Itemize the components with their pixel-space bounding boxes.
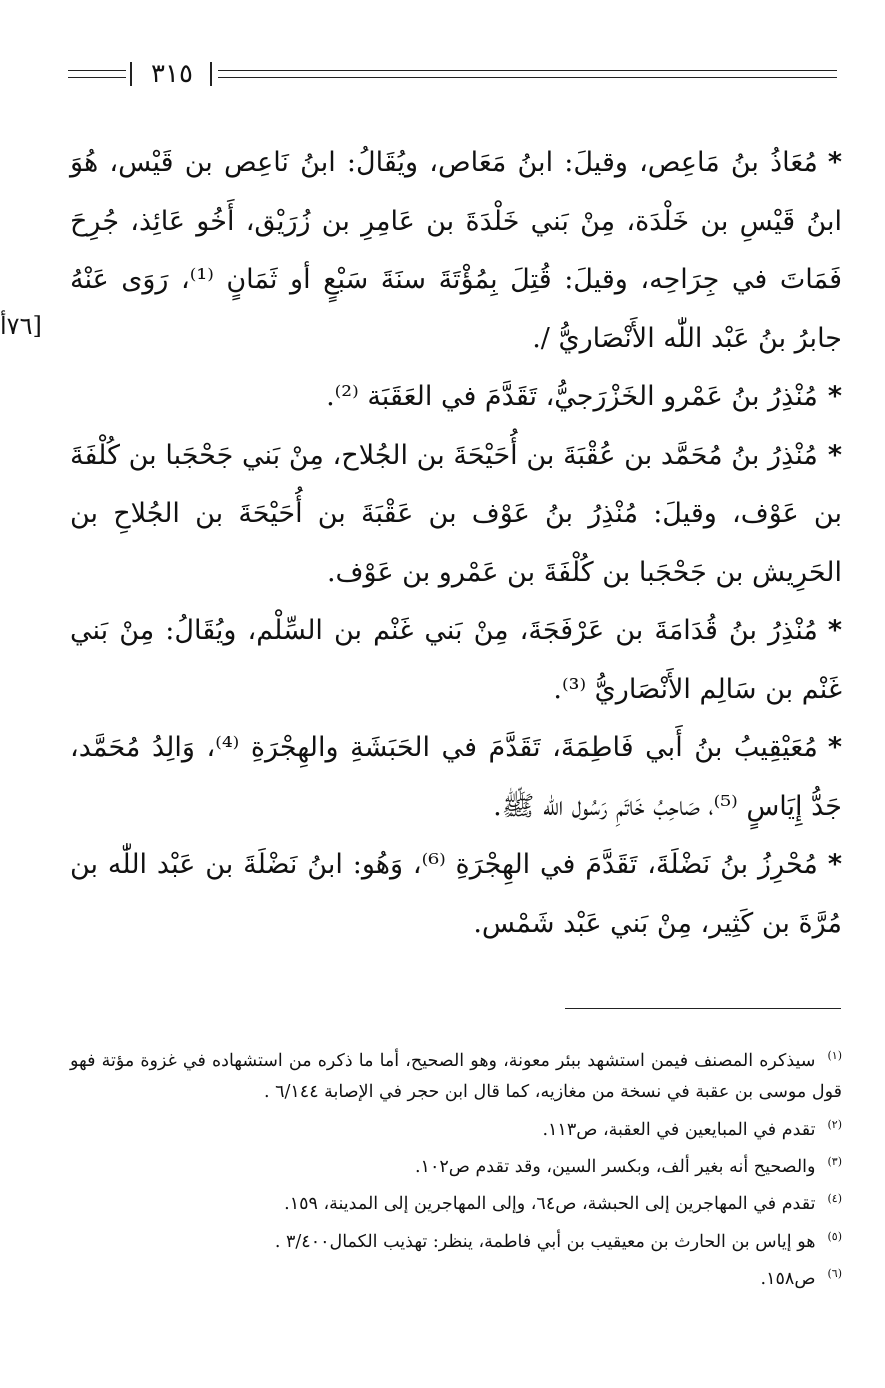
- bullet-star: *: [827, 147, 842, 178]
- page-header: [68, 58, 841, 90]
- footnote-text: هو إياس بن الحارث بن معيقيب بن أبي فاطمة، ينظر: تهذيب الكمال٣/٤٠٠ .: [274, 1231, 816, 1252]
- entry: [70, 134, 842, 368]
- footnote: [70, 1109, 842, 1146]
- footnote: [70, 1040, 842, 1109]
- bullet-star: *: [827, 732, 842, 763]
- entry-text: مُحْرِزُ بنُ نَضْلَةَ، تَقَدَّمَ في الهِجْرَةِ ⁽⁶⁾، وَهُو: ابنُ نَضْلَةَ بن عَبْد اللّٰه بن مُرَّةَ بن كَثِير، مِنْ بَني عَبْد شَمْس.: [70, 849, 842, 939]
- footnote-text: تقدم في المبايعين في العقبة، ص١١٣.: [542, 1119, 816, 1140]
- footnote-text: والصحيح أنه بغير ألف، وبكسر السين، وقد تقدم ص١٠٢.: [414, 1156, 816, 1177]
- footnote-number: (٢): [827, 1117, 842, 1131]
- entry: [70, 427, 842, 603]
- footnote: [70, 1221, 842, 1258]
- entry-text: مُعَاذُ بنُ مَاعِص، وقيلَ: ابنُ مَعَاص، ويُقَالُ: ابنُ نَاعِص بن قَيْس، هُوَ ابنُ قَيْسِ بن خَلْدَة، مِنْ بَني خَلْدَةَ بن عَامِرِ بن زُرَيْق، أَخُو عَائِذ، جُرِحَ فَمَاتَ في جِرَاحِه، وقيلَ: قُتِلَ بِمُؤْتَةَ سنَةَ سَبْعٍ أو ثَمَانٍ ⁽¹⁾، رَوَى عَنْهُ جابرُ بنُ عَبْد اللّٰه الأَنْصَاريُّ /.: [70, 147, 842, 354]
- bullet-star: *: [827, 381, 842, 412]
- header-divider: [130, 62, 132, 86]
- footnote: [70, 1146, 842, 1183]
- footnote: [70, 1258, 842, 1295]
- main-text: [70, 134, 842, 953]
- entry-text: مُنْذِرُ بنُ عَمْرو الخَزْرَجيُّ، تَقَدَّمَ في العَقَبَة ⁽²⁾.: [326, 381, 818, 412]
- footnotes: [70, 1040, 842, 1295]
- header-rule-short: [68, 70, 126, 78]
- entry-text: مُعَيْقِيبُ بنُ أَبي فَاطِمَةَ، تَقَدَّمَ في الحَبَشَةِ والهِجْرَةِ ⁽⁴⁾، وَالِدُ مُحَمَّد، جَدُّ إِيَاسٍ ⁽⁵⁾، صَاحِبُ خَاتَمِ رَسُول اللّٰه ﷺ.: [70, 732, 842, 822]
- margin-manuscript-ref: [٧٦أ: [0, 312, 42, 340]
- entry-text: مُنْذِرُ بنُ مُحَمَّد بن عُقْبَةَ بن أُحَيْحَةَ بن الجُلاح، مِنْ بَني جَحْجَبا بن كُلْفَةَ بن عَوْف، وقيلَ: مُنْذِرُ بنُ عَوْف بن عَقْبَةَ بن أُحَيْحَةَ بن الجُلاحِ بن الحَرِيش بن جَحْجَبا بن كُلْفَةَ بن عَمْرو بن عَوْف.: [70, 439, 842, 588]
- bullet-star: *: [827, 615, 842, 646]
- footnote: [70, 1183, 842, 1220]
- bullet-star: *: [827, 849, 842, 880]
- entry: [70, 719, 842, 836]
- entry: [70, 602, 842, 719]
- footnote-separator: [565, 1008, 841, 1009]
- entry-text: مُنْذِرُ بنُ قُدَامَةَ بن عَرْفَجَةَ، مِنْ بَني غَنْم بن السِّلْم، ويُقَالُ: مِنْ بَني غَنْم بن سَالِم الأَنْصَاريُّ ⁽³⁾.: [70, 615, 842, 705]
- header-divider: [210, 62, 212, 86]
- footnote-text: سيذكره المصنف فيمن استشهد ببئر معونة، وهو الصحيح، أما ما ذكره من استشهاده في غزوة مؤتة فهو قول موسى بن عقبة في نسخة من مغازيه، كما قال ابن حجر في الإصابة ٦/١٤٤ .: [70, 1050, 842, 1103]
- footnote-text: تقدم في المهاجرين إلى الحبشة، ص٦٤، وإلى المهاجرين إلى المدينة، ١٥٩.: [284, 1194, 816, 1215]
- header-rule: [218, 70, 837, 78]
- footnote-number: (٥): [827, 1229, 842, 1243]
- footnote-number: (٦): [827, 1267, 842, 1281]
- entry: [70, 368, 842, 427]
- footnote-number: (١): [827, 1049, 842, 1062]
- footnote-text: ص١٥٨.: [760, 1268, 816, 1289]
- bullet-star: *: [827, 439, 842, 471]
- entry: [70, 836, 842, 953]
- footnote-number: (٤): [827, 1192, 842, 1206]
- page-number: ٣١٥: [151, 59, 193, 89]
- footnote-number: (٣): [827, 1155, 842, 1169]
